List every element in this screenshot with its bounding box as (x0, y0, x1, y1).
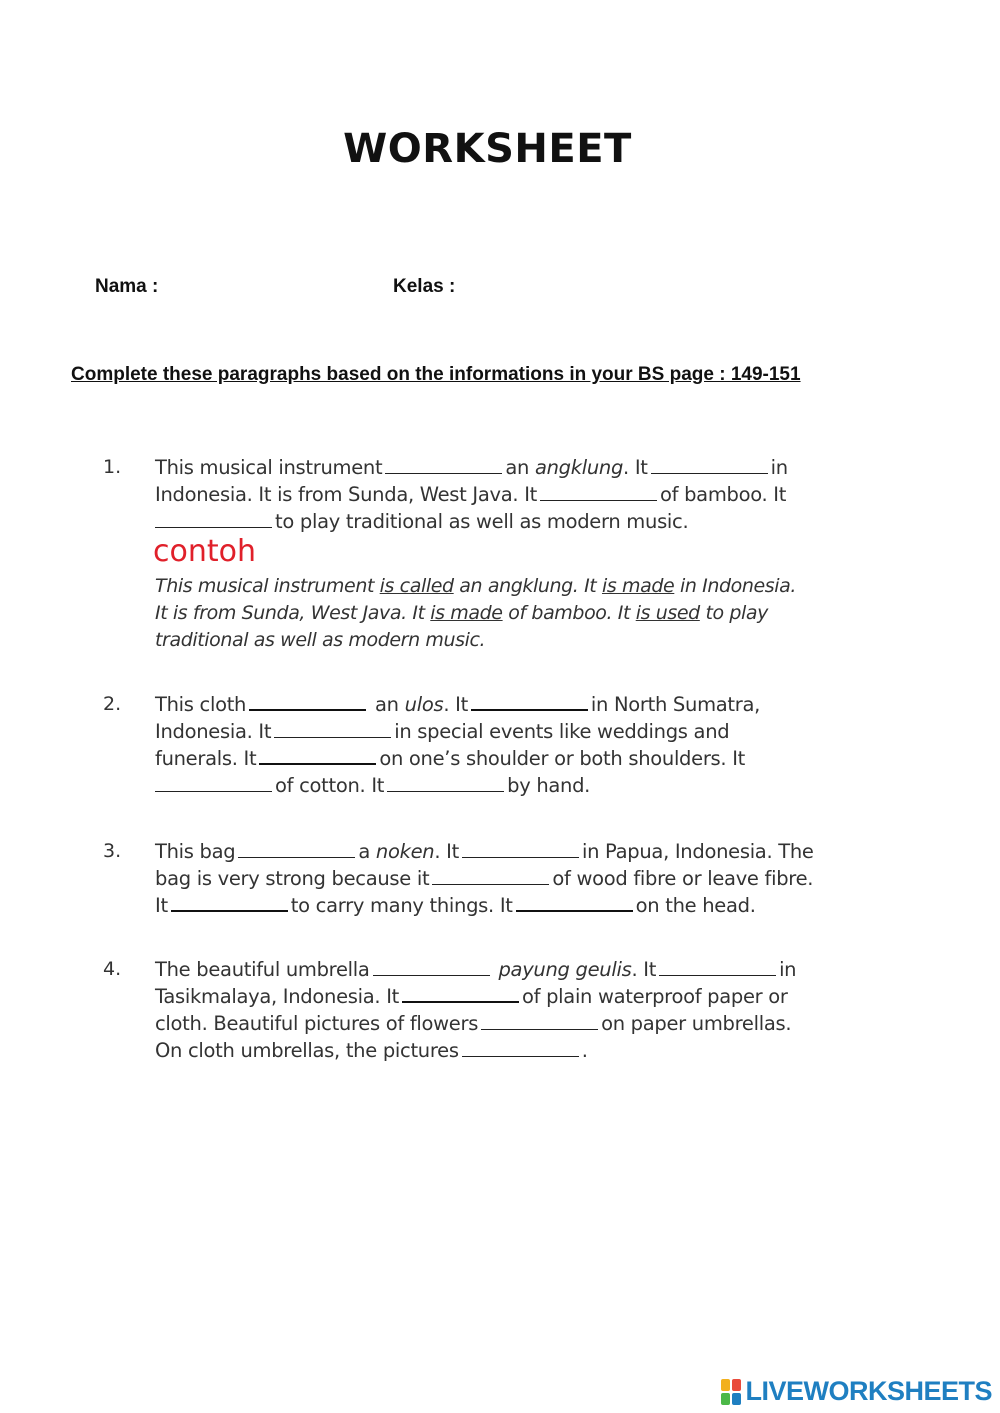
item-line: to play traditional as well as modern music. (155, 510, 688, 533)
answer-blank[interactable] (659, 974, 776, 976)
answer-blank[interactable] (274, 736, 391, 738)
item-line: of cotton. It by hand. (155, 774, 590, 797)
answer-blank[interactable] (540, 499, 657, 501)
example-line: traditional as well as modern music. (155, 629, 486, 651)
example-line: This musical instrument is called an angklung. It is made in Indonesia. (155, 575, 797, 597)
answer-blank[interactable] (471, 708, 588, 711)
kelas-label: Kelas : (393, 276, 456, 297)
item-line: On cloth umbrellas, the pictures . (155, 1039, 588, 1062)
answer-blank[interactable] (462, 856, 579, 858)
brand-name: LIVEWORKSHEETS (745, 1376, 992, 1406)
item-line: This bag a noken. It in Papua, Indonesia. The (155, 840, 814, 863)
answer-blank[interactable] (249, 708, 366, 711)
item-number: 3. (103, 840, 122, 862)
answer-blank[interactable] (171, 909, 288, 912)
item-number: 1. (103, 456, 122, 478)
answer-blank[interactable] (516, 909, 633, 912)
item-line: This cloth an ulos. It in North Sumatra, (155, 693, 761, 716)
page-title: WORKSHEET (343, 126, 632, 172)
item-line: cloth. Beautiful pictures of flowers on paper umbrellas. (155, 1012, 792, 1035)
answer-blank[interactable] (432, 883, 549, 885)
answer-blank[interactable] (402, 1000, 519, 1003)
nama-label: Nama : (95, 276, 159, 297)
item-line: It to carry many things. It on the head. (155, 894, 756, 917)
answer-blank[interactable] (259, 762, 376, 765)
item-number: 4. (103, 958, 122, 980)
answer-blank[interactable] (238, 856, 355, 858)
liveworksheets-mark-icon (721, 1379, 741, 1405)
answer-blank[interactable] (387, 790, 504, 792)
answer-blank[interactable] (385, 472, 502, 474)
instruction-text: Complete these paragraphs based on the informations in your BS page : 149-151 (71, 364, 801, 385)
item-line: This musical instrument an angklung. It in (155, 456, 788, 479)
answer-blank[interactable] (481, 1028, 598, 1030)
answer-blank[interactable] (373, 974, 490, 976)
item-line: bag is very strong because it of wood fibre or leave fibre. (155, 867, 814, 890)
item-line: Indonesia. It in special events like weddings and (155, 720, 730, 743)
example-line: It is from Sunda, West Java. It is made of bamboo. It is used to play (155, 602, 768, 624)
answer-blank[interactable] (155, 526, 272, 528)
answer-blank[interactable] (462, 1055, 579, 1057)
item-line: funerals. It on one’s shoulder or both shoulders. It (155, 747, 746, 770)
answer-blank[interactable] (651, 472, 768, 474)
answer-blank[interactable] (155, 790, 272, 792)
example-label: contoh (153, 534, 256, 569)
liveworksheets-logo (721, 1376, 992, 1407)
item-line: The beautiful umbrella payung geulis. It in (155, 958, 797, 981)
item-line: Tasikmalaya, Indonesia. It of plain waterproof paper or (155, 985, 788, 1008)
item-line: Indonesia. It is from Sunda, West Java. It of bamboo. It (155, 483, 787, 506)
item-number: 2. (103, 693, 122, 715)
